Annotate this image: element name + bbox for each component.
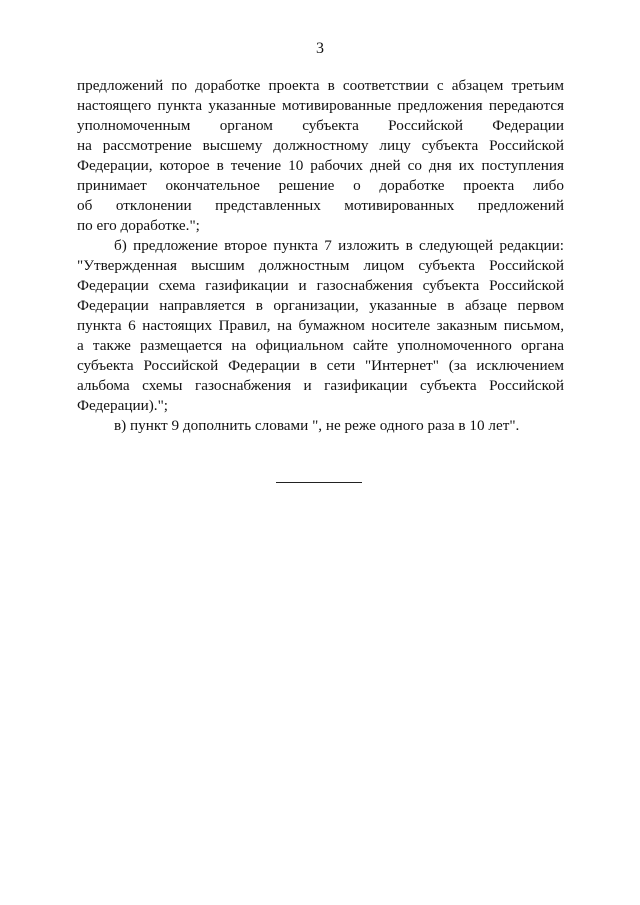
- page-number: 3: [316, 40, 324, 57]
- text-line: предложений по доработке проекта в соответствии с абзацем третьим: [77, 77, 564, 94]
- text-line: пункта 6 настоящих Правил, на бумажном носителе заказным письмом,: [77, 317, 564, 334]
- text-line: Федерации направляется в организации, указанные в абзаце первом: [77, 297, 564, 314]
- text-line: Федерации, которое в течение 10 рабочих дней со дня их поступления: [77, 157, 564, 174]
- document-body: [77, 76, 564, 436]
- text-line: уполномоченным органом субъекта Российской Федерации: [77, 117, 564, 134]
- text-line: Федерации схема газификации и газоснабжения субъекта Российской: [77, 277, 564, 294]
- text-line: "Утвержденная высшим должностным лицом субъекта Российской: [77, 257, 564, 274]
- text-line: б) предложение второе пункта 7 изложить в следующей редакции:: [114, 237, 564, 254]
- text-line: субъекта Российской Федерации в сети "Интернет" (за исключением: [77, 357, 564, 374]
- text-line: в) пункт 9 дополнить словами ", не реже одного раза в 10 лет".: [114, 417, 520, 434]
- text-line: настоящего пункта указанные мотивированные предложения передаются: [77, 97, 564, 114]
- text-line: Федерации).";: [77, 397, 168, 414]
- text-line: а также размещается на официальном сайте уполномоченного органа: [77, 337, 564, 354]
- text-line: по его доработке.";: [77, 217, 200, 234]
- text-line: альбома схемы газоснабжения и газификации субъекта Российской: [77, 377, 564, 394]
- text-line: на рассмотрение высшему должностному лицу субъекта Российской: [77, 137, 564, 154]
- text-line: принимает окончательное решение о доработке проекта либо: [77, 177, 564, 194]
- closing-divider: [276, 482, 362, 483]
- text-line: об отклонении представленных мотивированных предложений: [77, 197, 564, 214]
